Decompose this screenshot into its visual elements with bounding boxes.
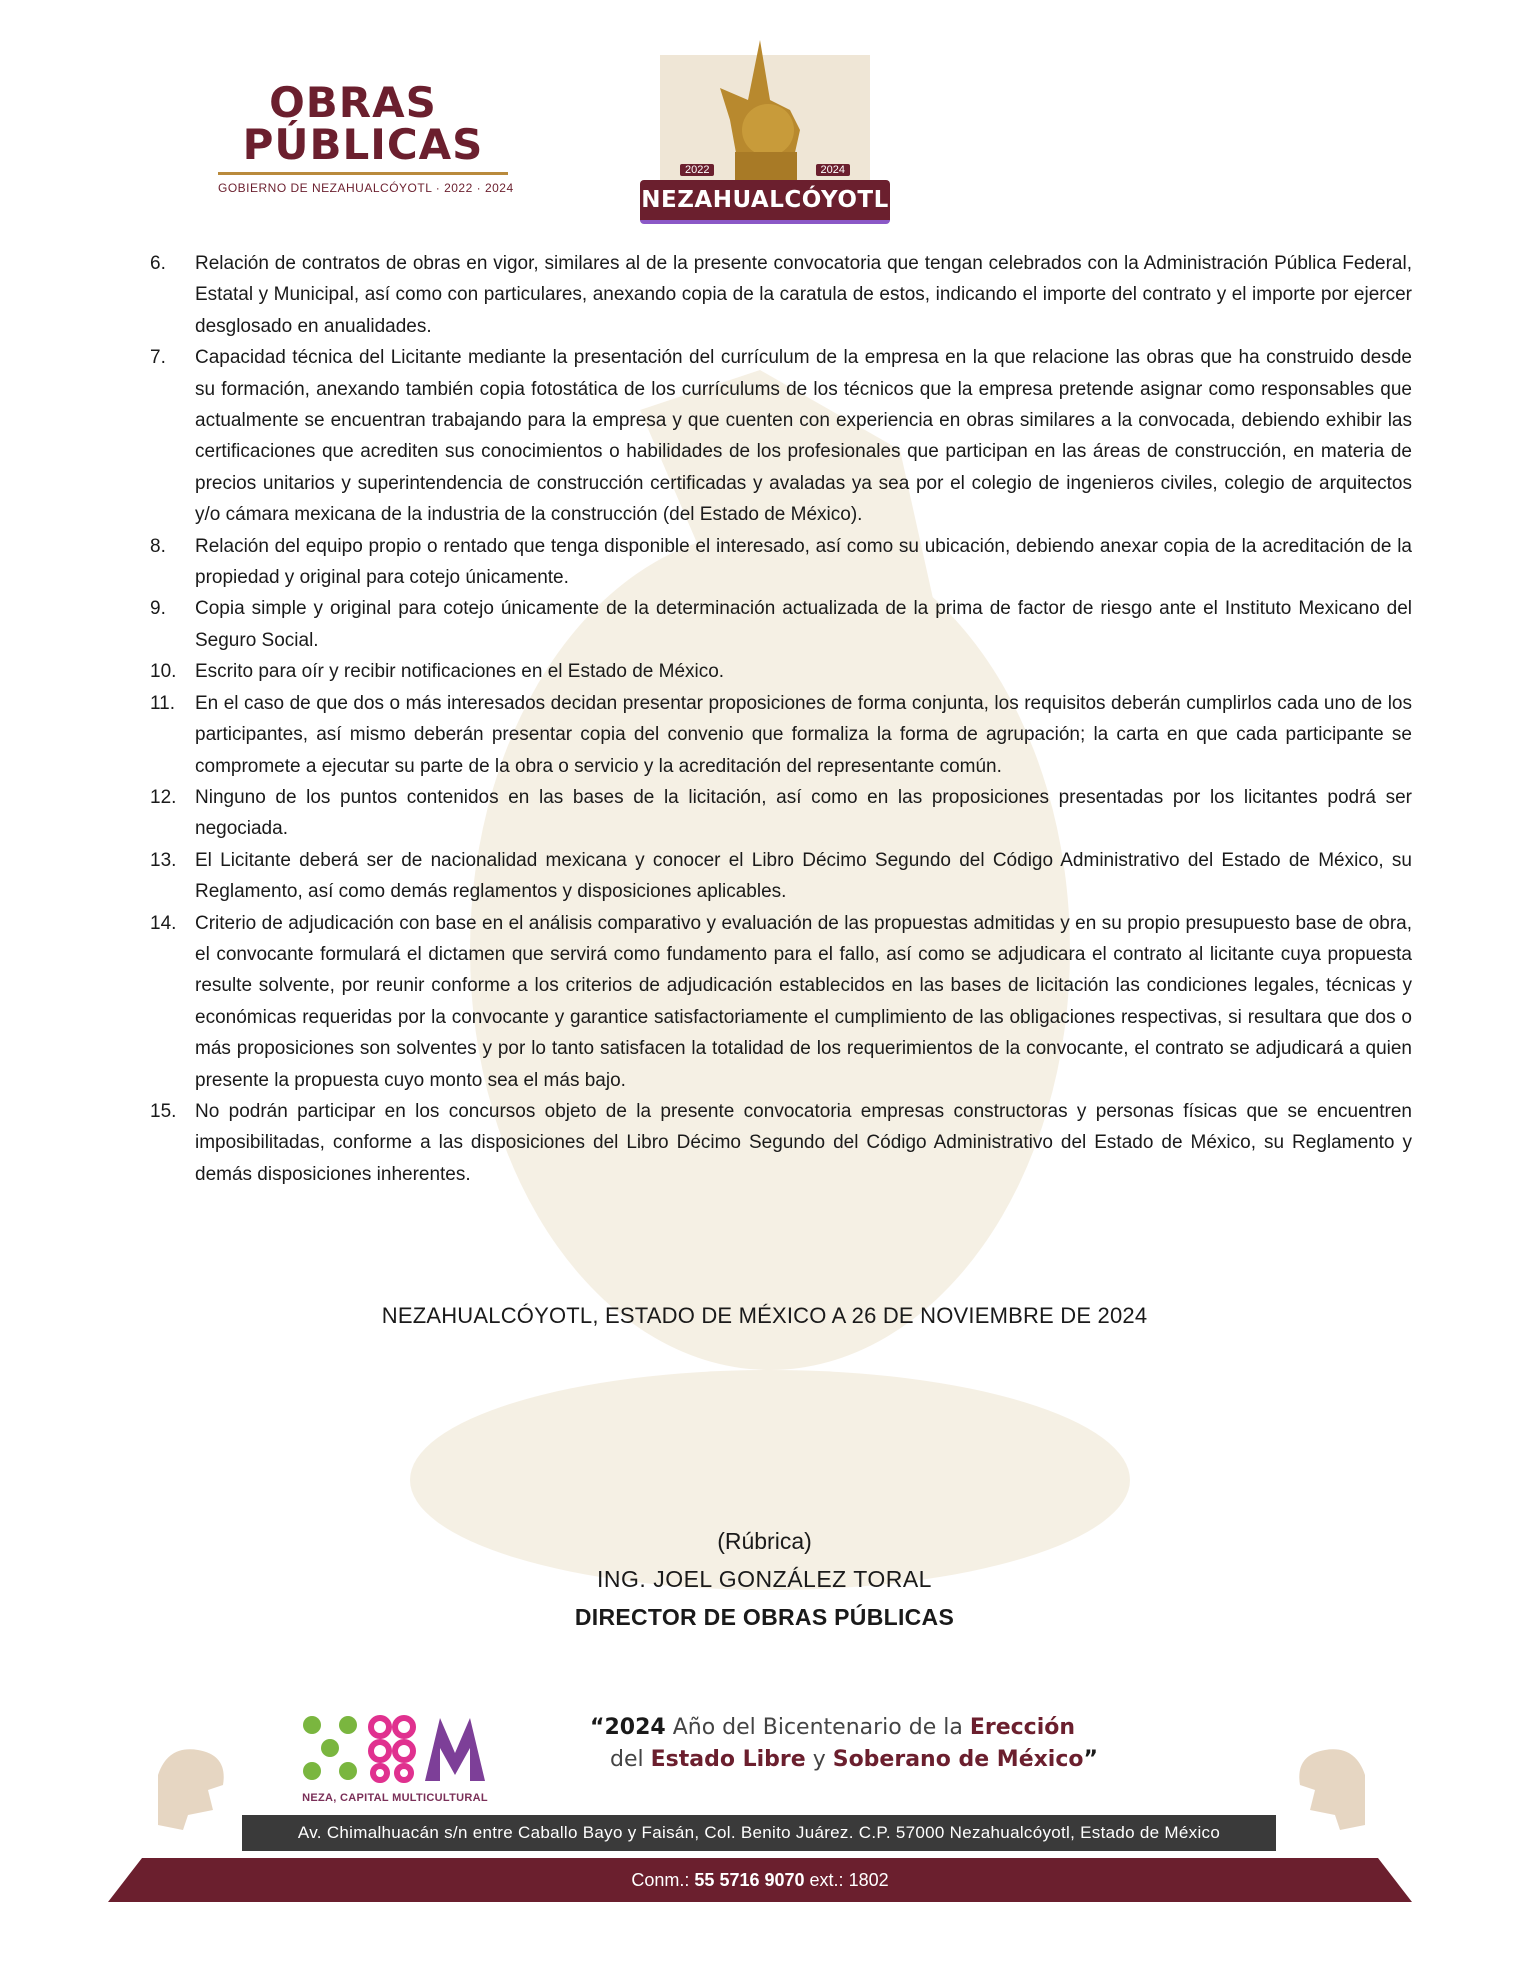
item-number: 15. [150, 1100, 177, 1122]
year-start: 2022 [680, 164, 714, 176]
item-text: Capacidad técnica del Licitante mediante la presentación del currículum de la empresa en la que relacione las obras que ha construido desde su formación, anexando también copia fotostática de los currículums de los técnicos que la empresa pretende asignar como responsables que actualmente se encuentran trabajando para la empresa y que cuenten con experiencia en obras similares a la convocada, debiendo exhibir las certificaciones que acrediten sus conocimientos o habilidades de los profesionales que participan en las áreas de construcción, en materia de precios unitarios y superintendencia de construcción certificadas y avaladas ya sea por el colegio de ingenieros civiles, colegio de arquitectos y/o cámara mexicana de la industria de la construcción (del Estado de México). [195, 347, 1412, 526]
ncm-letters-icon [300, 1713, 490, 1783]
item-text: Copia simple y original para cotejo únicamente de la determinación actualizada de la prima de factor de riesgo ante el Instituto Mexicano del Seguro Social. [195, 598, 1412, 651]
slogan-quote-open: “ [590, 1715, 605, 1740]
item-text: No podrán participar en los concursos objeto de la presente convocatoria empresas constructoras y personas físicas que se encuentren imposibilitadas, conforme a las disposiciones del Libro Décimo Segundo del Código Administrativo del Estado de México, su Reglamento y demás disposiciones inherentes. [195, 1100, 1412, 1185]
item-number: 9. [150, 598, 166, 620]
logo-subtitle: GOBIERNO DE NEZAHUALCÓYOTL · 2022 · 2024 [218, 181, 514, 195]
ncm-label: NEZA, CAPITAL MULTICULTURAL [302, 1792, 488, 1804]
item-number: 6. [150, 253, 166, 274]
slogan-word-ereccion: Erección [969, 1715, 1076, 1740]
list-item [150, 593, 1412, 656]
logo-rule [218, 172, 508, 175]
item-number: 12. [150, 786, 177, 808]
item-text: Relación de contratos de obras en vigor, similares al de la presente convocatoria que tengan celebrados con la Administración Pública Federal, Estatal y Municipal, así como con particulares, anexando copia de la caratula de estos, indicando el importe del contrato y el importe por ejercer desglosado en anualidades. [195, 253, 1412, 337]
aztec-glyph-left-icon [148, 1735, 238, 1835]
list-item [150, 688, 1412, 782]
list-item [150, 1096, 1412, 1190]
slogan-text-2: del [610, 1747, 651, 1772]
item-text: Escrito para oír y recibir notificaciones en el Estado de México. [195, 661, 725, 683]
place-date-line: NEZAHUALCÓYOTL, ESTADO DE MÉXICO A 26 DE NOVIEMBRE DE 2024 [381, 1303, 1148, 1328]
signer-name: ING. JOEL GONZÁLEZ TORAL [597, 1566, 932, 1592]
nezahualcoyotl-logo [640, 40, 890, 225]
slogan-text-1: Año del Bicentenario de la [665, 1715, 970, 1740]
slogan-word-soberano: Soberano de México [832, 1747, 1084, 1772]
item-text: Ninguno de los puntos contenidos en las bases de la licitación, así como en las proposiciones presentadas por los licitantes podrá ser negociada. [195, 786, 1412, 840]
item-number: 13. [150, 849, 177, 871]
phone-number: 55 5716 9070 [694, 1870, 805, 1890]
bicentennial-slogan [590, 1712, 1150, 1776]
item-number: 11. [150, 692, 176, 714]
logo-line-obras: OBRAS [269, 78, 437, 127]
slogan-line-1 [590, 1712, 1150, 1744]
item-number: 8. [150, 535, 166, 557]
address-bar: Av. Chimalhuacán s/n entre Caballo Bayo y Faisán, Col. Benito Juárez. C.P. 57000 Nezahualcóyotl, Estado de México [242, 1815, 1276, 1851]
nezahualcoyotl-banner: NEZAHUALCÓYOTL [640, 180, 890, 224]
item-text: En el caso de que dos o más interesados decidan presentar proposiciones de forma conjunta, los requisitos deberán cumplirlos cada uno de los participantes, así mismo deberán presentar copia del convenio que formaliza la forma de agrupación; la carta en que cada participante se compromete a ejecutar su parte de la obra o servicio y la acreditación del representante común. [195, 692, 1412, 777]
list-item [150, 782, 1412, 845]
item-number: 10. [150, 661, 177, 683]
year-end: 2024 [816, 164, 850, 176]
phone-bar [108, 1858, 1412, 1902]
slogan-text-3: y [805, 1747, 833, 1772]
slogan-year: 2024 [604, 1715, 666, 1740]
ext-number: 1802 [848, 1870, 889, 1890]
slogan-word-estado-libre: Estado Libre [650, 1747, 806, 1772]
item-text: Relación del equipo propio o rentado que tenga disponible el interesado, así como su ubicación, debiendo anexar copia de la acreditación de la propiedad y original para cotejo únicamente. [195, 535, 1412, 589]
signer-title: DIRECTOR DE OBRAS PÚBLICAS [574, 1604, 955, 1630]
list-item [150, 248, 1412, 342]
slogan-line-2 [590, 1744, 1150, 1776]
item-text: Criterio de adjudicación con base en el análisis comparativo y evaluación de las propuestas admitidas y en su propio presupuesto base de obra, el convocante formulará el dictamen que servirá como fundamento para el fallo, así como se adjudicara el contrato al licitante cuya propuesta resulte solvente, por reunir conforme a los criterios de adjudicación establecidos en las bases de licitación las condiciones legales, técnicas y económicas requeridas por la convocante y garantice satisfactoriamente el cumplimiento de las obligaciones respectivas, si resultara que dos o más proposiciones son solventes y por lo tanto satisfacen la totalidad de los requerimientos de la convocante, el contrato se adjudicará a quien presente la propuesta cuyo monto sea el más bajo. [195, 912, 1412, 1091]
phone-label: Conm.: [631, 1870, 690, 1890]
list-item [150, 845, 1412, 908]
slogan-quote-close: ” [1083, 1747, 1098, 1772]
item-number: 14. [150, 912, 177, 934]
neza-capital-multicultural-logo [300, 1713, 490, 1804]
list-item [150, 342, 1412, 530]
list-item [150, 656, 1412, 687]
item-number: 7. [150, 347, 166, 369]
phone-text [631, 1870, 888, 1890]
signature-rubrica: (Rúbrica) [717, 1528, 812, 1554]
obras-publicas-logo [218, 78, 514, 195]
item-text: El Licitante deberá ser de nacionalidad mexicana y conocer el Libro Décimo Segundo del Código Administrativo del Estado de México, su Reglamento, así como demás reglamentos y disposiciones aplicables. [195, 849, 1412, 903]
requirements-list [150, 248, 1412, 1190]
aztec-glyph-right-icon [1285, 1735, 1375, 1835]
ext-label: ext.: [809, 1870, 844, 1890]
logo-line-publicas: PÚBLICAS [242, 120, 484, 169]
list-item [150, 531, 1412, 594]
list-item [150, 908, 1412, 1096]
